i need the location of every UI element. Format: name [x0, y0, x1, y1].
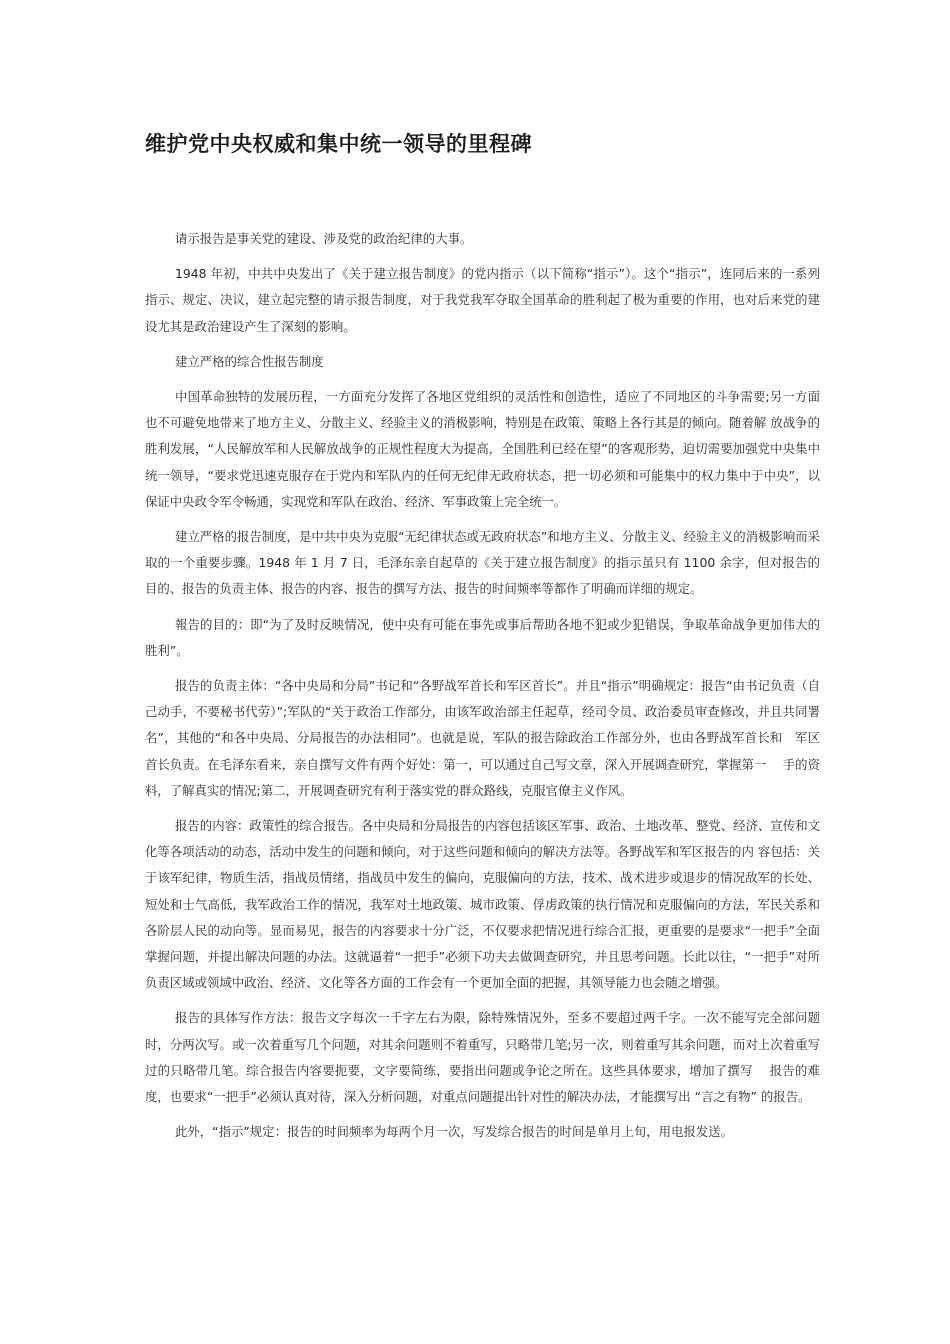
section-heading: 建立严格的综合性报告制度: [175, 353, 324, 369]
paragraph: 此外，“指示”规定：报告的时间频率为每两个月一次，写发综合报告的时间是单月上旬，用电报发送。: [175, 1124, 734, 1140]
paragraph: 中国革命独特的发展历程，一方面充分发挥了各地区党组织的灵活性和创造性，适应了不同地区的斗争需要;另一方面也不可避免地带来了地方主义、分散主义、经验主义的消极影响，特别是在政策、策略上各行其是的倾向。随着解 放战争的胜利发展，“人民解放军和人民解放战争的正规性程度大为提高，全国胜利已经在望”的客观形势，迫切需要加强党中央集中统一领导，“要求党迅速克服存在于党内和军队内的任何无纪律无政府状态，把一切必须和可能集中的权力集中于中央”，以保证中央政令军令畅通，实现党和军队在政治、经济、军事政策上完全统一。: [145, 389, 820, 509]
paragraph: 请示报告是事关党的建设、涉及党的政治纪律的大事。: [175, 231, 473, 246]
document-title: 维护党中央权威和集中统一领导的里程碑: [145, 132, 532, 156]
paragraph: 报告的内容：政策性的综合报告。各中央局和分局报告的内容包括该区军事、政治、土地改革、整党、经济、宣传和文化等各项活动的动态，活动中发生的问题和倾向，对于这些问题和倾向的解决方法等。各野战军和军区报告的内 容包括：关于该军纪律，物质生活，指战员情绪，指战员中发生的偏向，克服偏向的方法，技术、战术进步或退步的情况敌军的长处、短处和士气高低，我军政治工作的情况，我军对土地政策、城市政策、俘虏政策的执行情况和克服偏向的方法，军民关系和各阶层人民的动向等。显而易见，报告的内容要求十分广泛，不仅要求把情况进行综合汇报，更重要的是要求“一把手”全面掌握问题，并提出解决问题的办法。这就逼着“一把手”必须下功夫去做调查研究，并且思考问题。长此以往，“一把手”对所负责区域或领域中政治、经济、文化等各方面的工作会有一个更加全面的把握，其领导能力也会随之增强。: [145, 818, 820, 991]
paragraph: 报告的具体写作方法：报告文字每次一千字左右为限，除特殊情况外，至多不要超过两千字。一次不能写完全部问题时，分两次写。或一次着重写几个问题，对其余问题则不着重写，只略带几笔;另一次，则着重写其余问题，而对上次着重写过的只略带几笔。综合报告内容要扼要，文字要简练，要指出问题或争论之所在。这些具体要求，增加了撰写 报告的难度，也要求“一把手”必须认真对待，深入分析问题，对重点问题提出针对性的解决办法，才能撰写出 “言之有物” 的报告。: [145, 1010, 820, 1105]
document-body: [145, 226, 820, 1155]
paragraph: 報告的目的：即“为了及时反映情况，使中央有可能在事先或事后帮助各地不犯或少犯错误，争取革命战争更加伟大的胜利”。: [145, 616, 820, 658]
paragraph: 1948 年初，中共中央发出了《关于建立报告制度》的党内指示（以下简称“指示”）。这个“指示”，连同后来的一系列指示、规定、决议，建立起完整的请示报告制度，对于我党我军夺取全国革命的胜利起了极为重要的作用，也对后来党的建设尤其是政治建设产生了深刻的影响。: [145, 266, 820, 334]
paragraph: 建立严格的报告制度，是中共中央为克服“无纪律状态或无政府状态”和地方主义、分散主义、经验主义的消极影响而采取的一个重要步骤。1948 年 1 月 7 日，毛泽东亲自起草的《关于建立报告制度》的指示虽只有 1100 余字，但对报告的目的、报告的负责主体、报告的内容、报告的撰写方法、报告的时间频率等都作了明确而详细的规定。: [145, 529, 820, 597]
paragraph: 报告的负责主体：“各中央局和分局”书记和“各野战军首长和军区首长”。并且“指示”明确规定：报告“由书记负责（自己动手，不要秘书代劳）”;军队的“关于政治工作部分，由该军政治部主任起草，经司令员、政治委员审查修改，并且共同署名”，其他的“和各中央局、分局报告的办法相同”。也就是说，军队的报告除政治工作部分外，也由各野战军首长和 军区首长负责。在毛泽东看来，亲自撰写文件有两个好处：第一，可以通过自己写文章，深入开展调查研究，掌握第一 手的资料，了解真实的情况;第二，开展调查研究有利于落实党的群众路线，克服官僚主义作风。: [145, 678, 820, 798]
